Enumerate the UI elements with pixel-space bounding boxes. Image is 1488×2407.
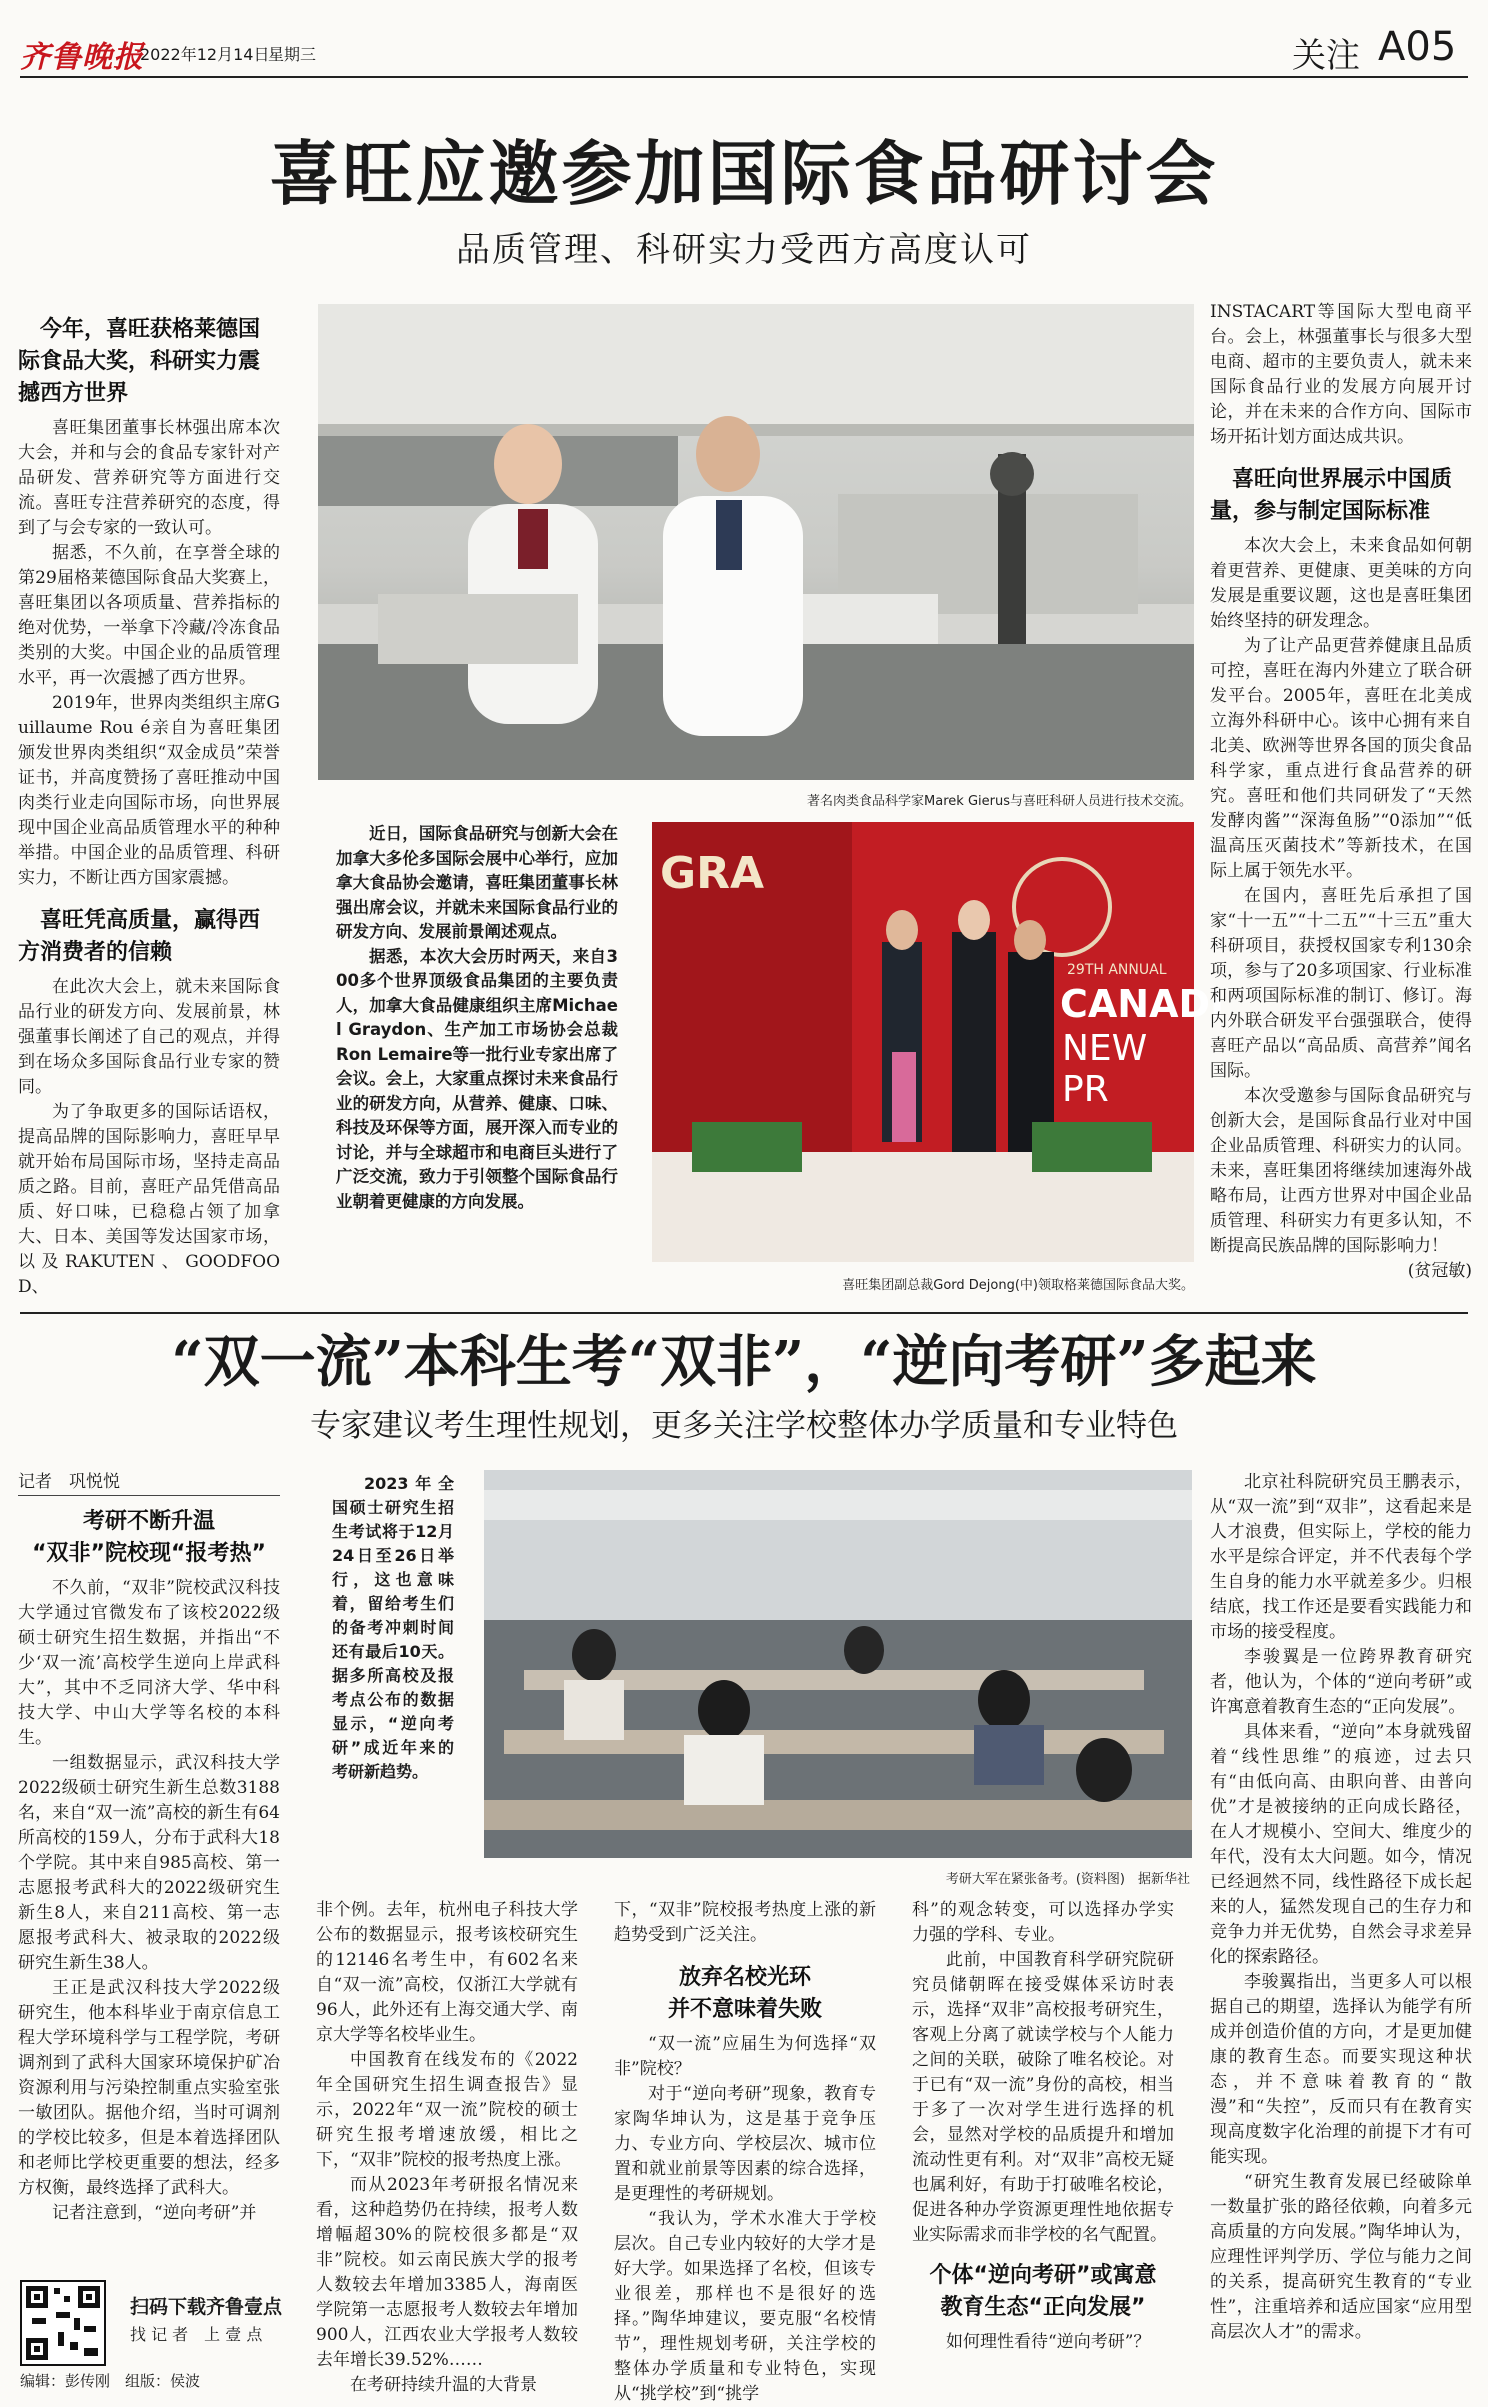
- paragraph: 为了争取更多的国际话语权，提高品牌的国际影响力，喜旺早早就开始布局国际市场，坚持走高品质之路。目前，喜旺产品凭借高品质、好口味，已稳稳占领了加拿大、日本、美国等发达国家市场，以及RAKUTEN、GOODFOOD、: [18, 1102, 280, 1297]
- study-hall-illustration: [484, 1470, 1192, 1858]
- paragraph: 此前，中国教育科学研究院研究员储朝晖在接受媒体采访时表示，选择“双非”高校报考研究生，客观上分离了就读学校与个人能力之间的关联，破除了唯名校论。对于已有“双一流”身份的高校，相当于多了一次对学生进行选择的机会，显然对学校的品质提升和增加流动性更有利。对“双非”高校无疑也属利好，有助于打破唯名校论，促进各种办学资源更理性地依据专业实际需求而非学校的名气配置。: [912, 1950, 1174, 2245]
- article2-column-4: [912, 1898, 1174, 2380]
- paragraph: 据悉，不久前，在享誉全球的第29届格莱德国际食品大奖赛上，喜旺集团以各项质量、营养指标的绝对优势，一举拿下冷藏/冷冻食品类别的大奖。中国企业的品质管理水平，再一次震撼了西方世界。: [18, 543, 280, 688]
- paragraph: 2023年全国硕士研究生招生考试将于12月24日至26日举行，这也意味着，留给考生们的备考冲刺时间还有最后10天。据多所高校及报考点公布的数据显示，“逆向考研”成近年来的考研新趋势。: [332, 1474, 454, 1781]
- study-hall-photo: [484, 1470, 1192, 1858]
- section-divider: [20, 1312, 1468, 1314]
- award-sign-text-1: GRA: [660, 848, 765, 899]
- article2-headline: “双一流”本科生考“双非”，“逆向考研”多起来: [171, 1329, 1317, 1395]
- article1-column-4: [1210, 300, 1472, 1318]
- paragraph: 近日，国际食品研究与创新大会在加拿大多伦多国际会展中心举行，应加拿大食品协会邀请，喜旺集团董事长林强出席会议，并就未来国际食品行业的研发方向、发展前景阐述观点。: [336, 824, 618, 941]
- paragraph: 本次大会上，未来食品如何朝着更营养、更健康、更美味的方向发展是重要议题，这也是喜旺集团始终坚持的研发理念。: [1210, 536, 1472, 631]
- article2-column-2: [316, 1898, 578, 2395]
- paragraph: 李骏翼是一位跨界教育研究者，他认为，个体的“逆向考研”或许寓意着教育生态的“正向发展”。: [1210, 1647, 1472, 1717]
- paragraph: 如何理性看待“逆向考研”？: [946, 2332, 1151, 2352]
- article2-subhead-3: 个体“逆向考研”或寓意 教育生态“正向发展”: [929, 2263, 1157, 2320]
- paragraph: 一组数据显示，武汉科技大学2022级硕士研究生新生总数3188名，来自“双一流”高校的新生有64所高校的159人，分布于武科大18个学院。其中来自985高校、第一志愿报考武科大的2022级研究生新生8人，来自211高校、第一志愿报考武科大、被录取的2022级研究生新生38人。: [18, 1753, 280, 1973]
- study-hall-photo-caption: 考研大军在紧张备考。(资料图) 据新华社: [945, 1872, 1190, 1887]
- lab-photo-caption: 著名肉类食品科学家Marek Gierus与喜旺科研人员进行技术交流。: [807, 794, 1192, 809]
- article2-subhead-1: 考研不断升温 “双非”院校现“报考热”: [32, 1509, 266, 1566]
- paragraph: 为了让产品更营养健康且品质可控，喜旺在海内外建立了联合研发平台。2005年，喜旺在北美成立海外科研中心。该中心拥有来自北美、欧洲等世界各国的顶尖食品科学家，重点进行食品营养的研究。喜旺和他们共同研发了“天然发酵肉酱”“深海鱼肠”“0添加”“低温高压灭菌技术”等新技术，在国际上属于领先水平。: [1210, 636, 1472, 881]
- qr-tagline: 找 记 者 上 壹 点: [130, 2325, 263, 2344]
- paragraph: 记者注意到，“逆向考研”并: [52, 2203, 257, 2223]
- masthead-logo: 齐鲁晚报: [20, 40, 144, 75]
- paragraph: “研究生教育发展已经破除单一数量扩张的路径依赖，向着多元高质量的方向发展。”陶华坤认为，应理性评判学历、学位与能力之间的关系，提高研究生教育的“专业性”，注重培养和适应国家“应用型高层次人才”的需求。: [1210, 2172, 1472, 2342]
- masthead-weekday: 星期三: [268, 45, 317, 64]
- paragraph: 中国教育在线发布的《2022年全国研究生招生调查报告》显示，2022年“双一流”院校的硕士研究生报考增速放缓，相比之下，“双非”院校的报考热度上涨。: [316, 2050, 578, 2170]
- article2-column-3: [614, 1898, 876, 2404]
- paragraph: 而从2023年考研报名情况来看，这种趋势仍在持续，报考人数增幅超30%的院校很多都是“双非”院校。如云南民族大学的报考人数较去年增加3385人，海南医学院第一志愿报考人数较去年增加900人，江西农业大学报考人数较去年增长39.52%……: [316, 2175, 578, 2370]
- article1-subhead-1: 今年，喜旺获格莱德国际食品大奖，科研实力震撼西方世界: [18, 317, 261, 406]
- paragraph: “我认为，学术水准大于学校层次。自己专业内较好的大学才是好大学。如果选择了名校，但该专业很差，那样也不是很好的选择。”陶华坤建议，要克服“名校情节”，理性规划考研，关注学校的整体办学质量和专业特色，实现从“挑学校”到“挑学: [614, 2209, 876, 2404]
- lab-photo: [318, 304, 1194, 780]
- masthead-date: 2022年12月14日: [140, 45, 270, 64]
- qr-code[interactable]: [20, 2280, 106, 2366]
- award-photo-caption: 喜旺集团副总裁Gord Dejong(中)领取格莱德国际食品大奖。: [842, 1278, 1194, 1293]
- paragraph: 科”的观念转变，可以选择办学实力强的学科、专业。: [912, 1900, 1174, 1945]
- paragraph: 不久前，“双非”院校武汉科技大学通过官微发布了该校2022级硕士研究生招生数据，并指出“不少‘双一流’高校学生逆向上岸武科大”，其中不乏同济大学、华中科技大学、中山大学等名校的本科生。: [18, 1578, 280, 1748]
- paragraph: 本次受邀参与国际食品研究与创新大会，是国际食品行业对中国企业品质管理、科研实力的认同。未来，喜旺集团将继续加速海外战略布局，让西方世界对中国企业品质管理、科研实力有更多认知，不断提高民族品牌的国际影响力！: [1210, 1086, 1472, 1256]
- article1-headline: 喜旺应邀参加国际食品研讨会: [269, 132, 1219, 215]
- award-sign-text-4: NEW PR: [1062, 1028, 1148, 1110]
- paragraph: “双一流”应届生为何选择“双非”院校？: [614, 2034, 876, 2079]
- lab-photo-illustration: [318, 304, 1194, 780]
- article2-lead: [332, 1472, 454, 1858]
- editor-credit: 编辑：彭传刚 组版：侯波: [20, 2372, 201, 2390]
- paragraph: 喜旺集团董事长林强出席本次大会，并和与会的食品专家针对产品研发、营养研究等方面进行交流。喜旺专注营养研究的态度，得到了与会专家的一致认可。: [18, 418, 280, 538]
- paragraph: 对于“逆向考研”现象，教育专家陶华坤认为，这是基于竞争压力、专业方向、学校层次、城市位置和就业前景等因素的综合选择，是更理性的考研规划。: [614, 2084, 876, 2204]
- qr-label: 扫码下载齐鲁壹点: [130, 2296, 283, 2318]
- article1-subheadline: 品质管理、科研实力受西方高度认可: [456, 230, 1032, 270]
- qr-code-icon: [22, 2282, 104, 2364]
- paragraph: 非个例。去年，杭州电子科技大学公布的数据显示，报考该校研究生的12146名考生中，有602名来自“双一流”高校，仅浙江大学就有96人，此外还有上海交通大学、南京大学等名校毕业生。: [316, 1900, 578, 2045]
- award-sign-text-3: CANADI: [1060, 982, 1225, 1026]
- article1-lead: [336, 822, 618, 1300]
- article1-subhead-2: 喜旺凭高质量，赢得西方消费者的信赖: [18, 908, 261, 965]
- article2-column-1: [18, 1470, 280, 2265]
- paragraph: 下，“双非”院校报考热度上涨的新趋势受到广泛关注。: [614, 1900, 876, 1945]
- paragraph: 李骏翼指出，当更多人可以根据自己的期望，选择认为能学有所成并创造价值的方向，才是更加健康的教育生态。而要实现这种状态，并不意味着教育的“散漫”和“失控”，反而只有在教育实现高度数字化治理的前提下才有可能实现。: [1210, 1972, 1472, 2167]
- paragraph: 据悉，本次大会历时两天，来自300多个世界顶级食品集团的主要负责人，加拿大食品健康组织主席Michael Graydon、生产加工市场协会总裁Ron Lemaire等一批行业专家出席了会议。会上，大家重点探讨未来食品行业的研发方向，从营养、健康、口味、科技及环保等方面，展开深入而专业的讨论，并与全球超市和电商巨头进行了广泛交流，致力于引领整个国际食品行业朝着更健康的方向发展。: [336, 946, 618, 1211]
- paragraph: 北京社科院研究员王鹏表示，从“双一流”到“双非”，这看起来是人才浪费，但实际上，学校的能力水平是综合评定，并不代表每个学生自身的能力水平就差多少。归根结底，找工作还是要看实践能力和市场的接受程度。: [1210, 1472, 1472, 1642]
- masthead-rule: [20, 76, 1468, 78]
- article1-subhead-3: 喜旺向世界展示中国质量，参与制定国际标准: [1210, 467, 1453, 524]
- paragraph: 2019年，世界肉类组织主席Guillaume Rou é亲自为喜旺集团颁发世界肉类组织“双金成员”荣誉证书，并高度赞扬了喜旺推动中国肉类行业走向国际市场，向世界展现中国企业高品质管理水平的种种举措。中国企业的品质管理、科研实力，不断让西方国家震撼。: [18, 693, 280, 888]
- paragraph: 在此次大会上，就未来国际食品行业的研发方向、发展前景，林强董事长阐述了自己的观点，并得到在场众多国际食品行业专家的赞同。: [18, 977, 280, 1097]
- paragraph: 在考研持续升温的大背景: [350, 2375, 537, 2395]
- article1-column-1: [18, 308, 280, 1318]
- paragraph: 具体来看，“逆向”本身就残留着“线性思维”的痕迹，过去只有“由低向高、由职向普、由普向优”才是被接纳的正向成长路径，在人才规模小、空间大、维度少的年代，没有太大问题。如今，情况已经迥然不同，线性路径下成长起来的人，猛然发现自己的生存力和竞争力并无优势，自然会寻求差异化的探索路径。: [1210, 1722, 1472, 1967]
- award-sign-text-2: 29TH ANNUAL: [1067, 962, 1167, 978]
- article2-column-5: [1210, 1470, 1472, 2382]
- article1-byline: (贫冠敏): [1407, 1261, 1472, 1281]
- page-number: A05: [1378, 24, 1457, 70]
- award-photo: [652, 822, 1225, 1262]
- paragraph: 在国内，喜旺先后承担了国家“十一五”“十二五”“十三五”重大科研项目，获授权国家专利130余项，参与了20多项国家、行业标准和两项国际标准的制订、修订。海内外联合研发平台强强联合，使得喜旺产品以“高品质、高营养”闻名国际。: [1210, 886, 1472, 1081]
- article2-subhead-2: 放弃名校光环 并不意味着失败: [667, 1965, 822, 2022]
- article2-subheadline: 专家建议考生理性规划，更多关注学校整体办学质量和专业特色: [310, 1408, 1178, 1444]
- paragraph: 王正是武汉科技大学2022级研究生，他本科毕业于南京信息工程大学环境科学与工程学院，考研调剂到了武科大国家环境保护矿冶资源利用与污染控制重点实验室张一敏团队。据他介绍，当时可调剂的学校比较多，但是本着选择团队和老师比学校更重要的想法，经多方权衡，最终选择了武科大。: [18, 1978, 280, 2198]
- paragraph: INSTACART等国际大型电商平台。会上，林强董事长与很多大型电商、超市的主要负责人，就未来国际食品行业的发展方向展开讨论，并在未来的合作方向、国际市场开拓计划方面达成共识。: [1210, 302, 1472, 447]
- article2-reporter: 记者 巩悦悦: [18, 1470, 280, 1496]
- section-name: 关注: [1292, 36, 1360, 76]
